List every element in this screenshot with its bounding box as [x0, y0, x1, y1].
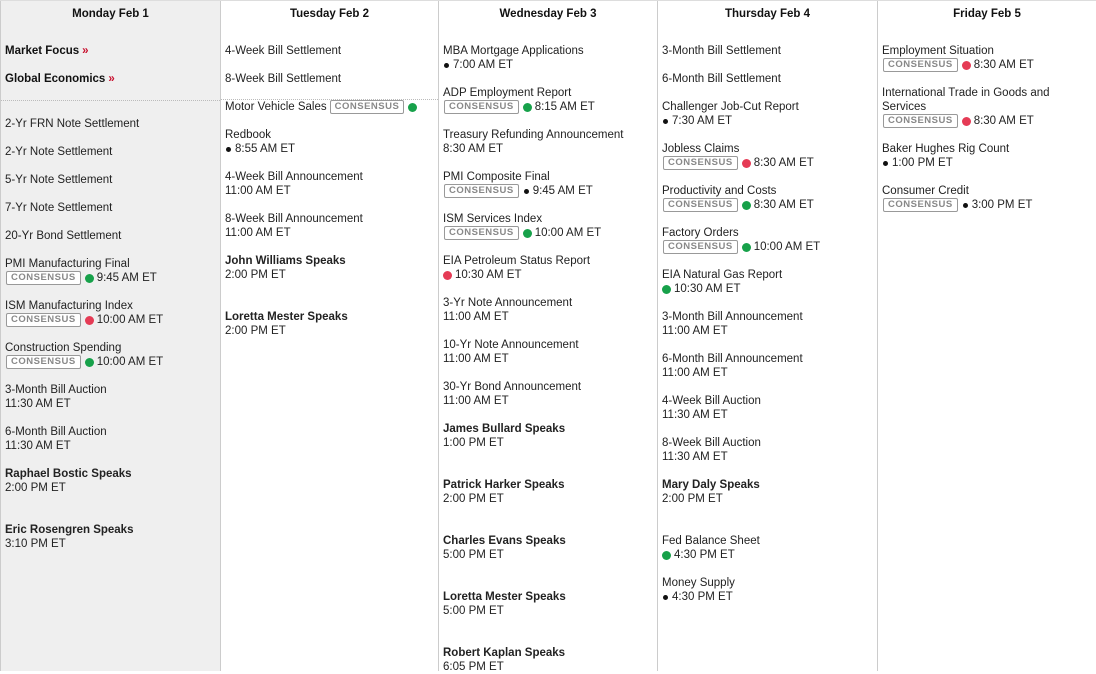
- event-time: 11:00 AM ET: [443, 395, 509, 407]
- event-title[interactable]: 6-Month Bill Settlement: [662, 73, 781, 85]
- event-item[interactable]: [443, 338, 653, 366]
- event-title[interactable]: 6-Month Bill Announcement: [662, 353, 803, 365]
- event-item[interactable]: [225, 44, 434, 58]
- event-time: 2:00 PM ET: [662, 493, 723, 505]
- event-item[interactable]: [443, 646, 653, 674]
- event-time: 9:45 AM ET: [532, 185, 593, 197]
- event-item[interactable]: [662, 100, 873, 128]
- event-time: 10:00 AM ET: [534, 227, 602, 239]
- event-time: 7:30 AM ET: [672, 115, 733, 127]
- event-item[interactable]: [443, 170, 653, 198]
- global-economics-link[interactable]: Global Economics »: [5, 73, 115, 85]
- event-item[interactable]: [662, 352, 873, 380]
- event-title[interactable]: PMI Composite Final: [443, 171, 550, 183]
- event-time: 11:30 AM ET: [662, 451, 728, 463]
- status-dot-icon: [443, 271, 452, 280]
- consensus-badge[interactable]: CONSENSUS: [444, 100, 519, 114]
- status-dot-icon: [523, 229, 532, 238]
- event-item[interactable]: [443, 44, 653, 72]
- event-time: 8:15 AM ET: [534, 101, 595, 113]
- event-title[interactable]: 4-Week Bill Settlement: [225, 45, 342, 57]
- event-title[interactable]: Consumer Credit: [882, 185, 969, 197]
- event-item[interactable]: [5, 201, 216, 215]
- event-time: 1:00 PM ET: [892, 157, 953, 169]
- day-column-wednesday: [439, 1, 658, 671]
- event-item[interactable]: [443, 590, 653, 618]
- event-item[interactable]: [5, 173, 216, 187]
- event-title[interactable]: 3-Month Bill Announcement: [662, 311, 803, 323]
- event-time: 5:00 PM ET: [443, 605, 504, 617]
- event-title[interactable]: Baker Hughes Rig Count: [882, 143, 1010, 155]
- status-dot-icon: [444, 63, 449, 68]
- event-time: 11:00 AM ET: [662, 367, 728, 379]
- event-item[interactable]: [225, 254, 434, 282]
- event-title[interactable]: ADP Employment Report: [443, 87, 572, 99]
- consensus-badge[interactable]: CONSENSUS: [663, 240, 738, 254]
- status-dot-icon: [85, 274, 94, 283]
- event-time: 10:00 AM ET: [96, 356, 164, 368]
- event-title[interactable]: Eric Rosengren Speaks: [5, 524, 134, 536]
- event-time: 11:00 AM ET: [443, 353, 509, 365]
- event-item[interactable]: [662, 436, 873, 464]
- event-title[interactable]: Jobless Claims: [662, 143, 740, 155]
- event-time: 11:30 AM ET: [5, 398, 71, 410]
- event-title[interactable]: Productivity and Costs: [662, 185, 777, 197]
- consensus-badge[interactable]: CONSENSUS: [663, 156, 738, 170]
- event-item[interactable]: [443, 422, 653, 450]
- event-title[interactable]: Charles Evans Speaks: [443, 535, 566, 547]
- event-item[interactable]: [443, 380, 653, 408]
- event-title[interactable]: MBA Mortgage Applications: [443, 45, 584, 57]
- consensus-badge[interactable]: CONSENSUS: [6, 271, 81, 285]
- event-title[interactable]: Treasury Refunding Announcement: [443, 129, 624, 141]
- event-time: 8:30 AM ET: [753, 199, 814, 211]
- consensus-badge[interactable]: CONSENSUS: [883, 198, 958, 212]
- event-item[interactable]: [225, 212, 434, 240]
- status-dot-icon: [742, 243, 751, 252]
- chevron-right-icon: »: [108, 73, 115, 85]
- status-dot-icon: [663, 119, 668, 124]
- consensus-badge[interactable]: CONSENSUS: [444, 226, 519, 240]
- event-title[interactable]: 3-Month Bill Settlement: [662, 45, 781, 57]
- event-title[interactable]: Money Supply: [662, 577, 735, 589]
- event-time: 11:30 AM ET: [662, 409, 728, 421]
- event-title[interactable]: 2-Yr Note Settlement: [5, 146, 113, 158]
- event-item[interactable]: [5, 467, 216, 495]
- event-item[interactable]: [443, 534, 653, 562]
- event-time: 10:30 AM ET: [674, 283, 741, 295]
- event-item[interactable]: [662, 478, 873, 506]
- event-title[interactable]: ISM Services Index: [443, 213, 543, 225]
- event-time: 3:10 PM ET: [5, 538, 66, 550]
- event-item[interactable]: [225, 310, 434, 338]
- event-time: 2:00 PM ET: [443, 493, 504, 505]
- day-header: Friday Feb 5: [953, 8, 1021, 20]
- event-time: 11:00 AM ET: [443, 311, 509, 323]
- event-time: 3:00 PM ET: [971, 199, 1033, 211]
- event-time: 4:30 PM ET: [672, 591, 733, 603]
- event-time: 11:00 AM ET: [662, 325, 728, 337]
- status-dot-icon: [742, 201, 751, 210]
- event-title[interactable]: 8-Week Bill Announcement: [225, 213, 363, 225]
- event-item[interactable]: [443, 478, 653, 506]
- event-item[interactable]: [662, 184, 873, 212]
- status-dot-icon: [663, 595, 668, 600]
- event-time: 5:00 PM ET: [443, 549, 504, 561]
- event-time: 8:30 AM ET: [753, 157, 814, 169]
- event-title[interactable]: EIA Natural Gas Report: [662, 269, 783, 281]
- event-title[interactable]: 20-Yr Bond Settlement: [5, 230, 122, 242]
- day-column-friday: [878, 1, 1096, 671]
- day-header: Wednesday Feb 3: [499, 8, 597, 20]
- event-item[interactable]: [662, 142, 873, 170]
- event-item[interactable]: [443, 212, 653, 240]
- status-dot-icon: [408, 103, 417, 112]
- event-title[interactable]: John Williams Speaks: [225, 255, 346, 267]
- event-title[interactable]: 8-Week Bill Settlement: [225, 73, 342, 85]
- event-title[interactable]: 6-Month Bill Auction: [5, 426, 107, 438]
- event-item[interactable]: [5, 117, 216, 131]
- event-item[interactable]: [662, 576, 873, 604]
- event-item[interactable]: [882, 86, 1092, 128]
- event-title[interactable]: 7-Yr Note Settlement: [5, 202, 113, 214]
- event-item[interactable]: [225, 100, 434, 114]
- event-time: 6:05 PM ET: [443, 661, 504, 673]
- event-title[interactable]: Robert Kaplan Speaks: [443, 647, 566, 659]
- event-item[interactable]: [443, 128, 653, 156]
- event-title[interactable]: Raphael Bostic Speaks: [5, 468, 132, 480]
- event-item[interactable]: [5, 383, 216, 411]
- event-item[interactable]: [443, 86, 653, 114]
- event-time: 8:30 AM ET: [443, 143, 504, 155]
- event-title[interactable]: Construction Spending: [5, 342, 122, 354]
- event-time: 10:30 AM ET: [455, 269, 522, 281]
- event-title[interactable]: Factory Orders: [662, 227, 739, 239]
- day-column-tuesday: [221, 1, 439, 671]
- event-item[interactable]: [225, 128, 434, 156]
- event-time: 4:30 PM ET: [674, 549, 735, 561]
- event-item[interactable]: [5, 229, 216, 243]
- event-title[interactable]: 4-Week Bill Auction: [662, 395, 761, 407]
- event-item[interactable]: [882, 44, 1092, 72]
- event-time: 8:30 AM ET: [973, 59, 1034, 71]
- event-time: 2:00 PM ET: [225, 325, 286, 337]
- event-title[interactable]: PMI Manufacturing Final: [5, 258, 130, 270]
- event-time: 10:00 AM ET: [96, 314, 164, 326]
- event-title[interactable]: 3-Yr Note Announcement: [443, 297, 573, 309]
- consensus-badge[interactable]: CONSENSUS: [6, 355, 81, 369]
- status-dot-icon: [963, 203, 968, 208]
- event-item[interactable]: [5, 341, 216, 369]
- event-item[interactable]: [662, 310, 873, 338]
- event-title[interactable]: International Trade in Goods and: [882, 87, 1050, 99]
- event-item[interactable]: [662, 394, 873, 422]
- event-title[interactable]: 3-Month Bill Auction: [5, 384, 107, 396]
- event-time: 11:00 AM ET: [225, 227, 291, 239]
- consensus-badge[interactable]: CONSENSUS: [444, 184, 519, 198]
- status-dot-icon: [85, 316, 94, 325]
- event-item[interactable]: [662, 44, 873, 58]
- event-title[interactable]: EIA Petroleum Status Report: [443, 255, 591, 267]
- event-time: 8:30 AM ET: [973, 115, 1034, 127]
- event-time: 9:45 AM ET: [96, 272, 157, 284]
- status-dot-icon: [662, 285, 671, 294]
- status-dot-icon: [662, 551, 671, 560]
- status-dot-icon: [962, 61, 971, 70]
- event-item[interactable]: [5, 425, 216, 453]
- event-item[interactable]: [5, 299, 216, 327]
- event-item[interactable]: [5, 145, 216, 159]
- event-item[interactable]: [225, 72, 434, 86]
- event-item[interactable]: [443, 254, 653, 282]
- event-item[interactable]: [662, 226, 873, 254]
- status-dot-icon: [962, 117, 971, 126]
- divider: [1, 100, 220, 101]
- event-time: 11:00 AM ET: [225, 185, 291, 197]
- consensus-badge[interactable]: CONSENSUS: [330, 100, 405, 114]
- event-title[interactable]: Patrick Harker Speaks: [443, 479, 565, 491]
- event-title[interactable]: ISM Manufacturing Index: [5, 300, 133, 312]
- market-focus-link[interactable]: Market Focus »: [5, 45, 89, 57]
- day-header: Tuesday Feb 2: [289, 8, 370, 20]
- chevron-right-icon: »: [82, 45, 89, 57]
- status-dot-icon: [523, 103, 532, 112]
- event-title[interactable]: 10-Yr Note Announcement: [443, 339, 579, 351]
- event-title[interactable]: Employment Situation: [882, 45, 994, 57]
- event-title[interactable]: Loretta Mester Speaks: [225, 311, 348, 323]
- event-title[interactable]: James Bullard Speaks: [443, 423, 566, 435]
- event-item[interactable]: [662, 72, 873, 86]
- event-title[interactable]: 8-Week Bill Auction: [662, 437, 761, 449]
- day-header: Monday Feb 1: [72, 8, 149, 20]
- event-title[interactable]: 4-Week Bill Announcement: [225, 171, 363, 183]
- event-title[interactable]: Challenger Job-Cut Report: [662, 101, 799, 113]
- event-title[interactable]: Motor Vehicle Sales: [225, 101, 327, 113]
- consensus-badge[interactable]: CONSENSUS: [883, 114, 958, 128]
- status-dot-icon: [85, 358, 94, 367]
- event-item[interactable]: [882, 142, 1092, 170]
- event-item[interactable]: [5, 257, 216, 285]
- status-dot-icon: [226, 147, 231, 152]
- event-item[interactable]: [225, 170, 434, 198]
- event-time: 11:30 AM ET: [5, 440, 71, 452]
- day-header: Thursday Feb 4: [725, 8, 810, 20]
- status-dot-icon: [524, 189, 529, 194]
- event-time: 2:00 PM ET: [225, 269, 286, 281]
- event-title[interactable]: Loretta Mester Speaks: [443, 591, 566, 603]
- event-time: 10:00 AM ET: [753, 241, 821, 253]
- day-column-thursday: [658, 1, 878, 671]
- event-time: 2:00 PM ET: [5, 482, 66, 494]
- event-item[interactable]: [662, 268, 873, 296]
- event-item[interactable]: [662, 534, 873, 562]
- event-title[interactable]: Mary Daly Speaks: [662, 479, 760, 491]
- status-dot-icon: [742, 159, 751, 168]
- event-item[interactable]: [5, 523, 216, 551]
- event-item[interactable]: [443, 296, 653, 324]
- event-title[interactable]: Fed Balance Sheet: [662, 535, 760, 547]
- event-title[interactable]: 5-Yr Note Settlement: [5, 174, 113, 186]
- day-column-monday: [0, 1, 221, 671]
- event-title[interactable]: 30-Yr Bond Announcement: [443, 381, 582, 393]
- consensus-badge[interactable]: CONSENSUS: [6, 313, 81, 327]
- event-time: 1:00 PM ET: [443, 437, 504, 449]
- event-title[interactable]: 2-Yr FRN Note Settlement: [5, 118, 140, 130]
- status-dot-icon: [883, 161, 888, 166]
- event-time: 7:00 AM ET: [453, 59, 514, 71]
- consensus-badge[interactable]: CONSENSUS: [663, 198, 738, 212]
- event-title[interactable]: Redbook: [225, 129, 272, 141]
- event-title-continued[interactable]: Services: [882, 101, 927, 113]
- consensus-badge[interactable]: CONSENSUS: [883, 58, 958, 72]
- event-time: 8:55 AM ET: [235, 143, 296, 155]
- event-item[interactable]: [882, 184, 1092, 212]
